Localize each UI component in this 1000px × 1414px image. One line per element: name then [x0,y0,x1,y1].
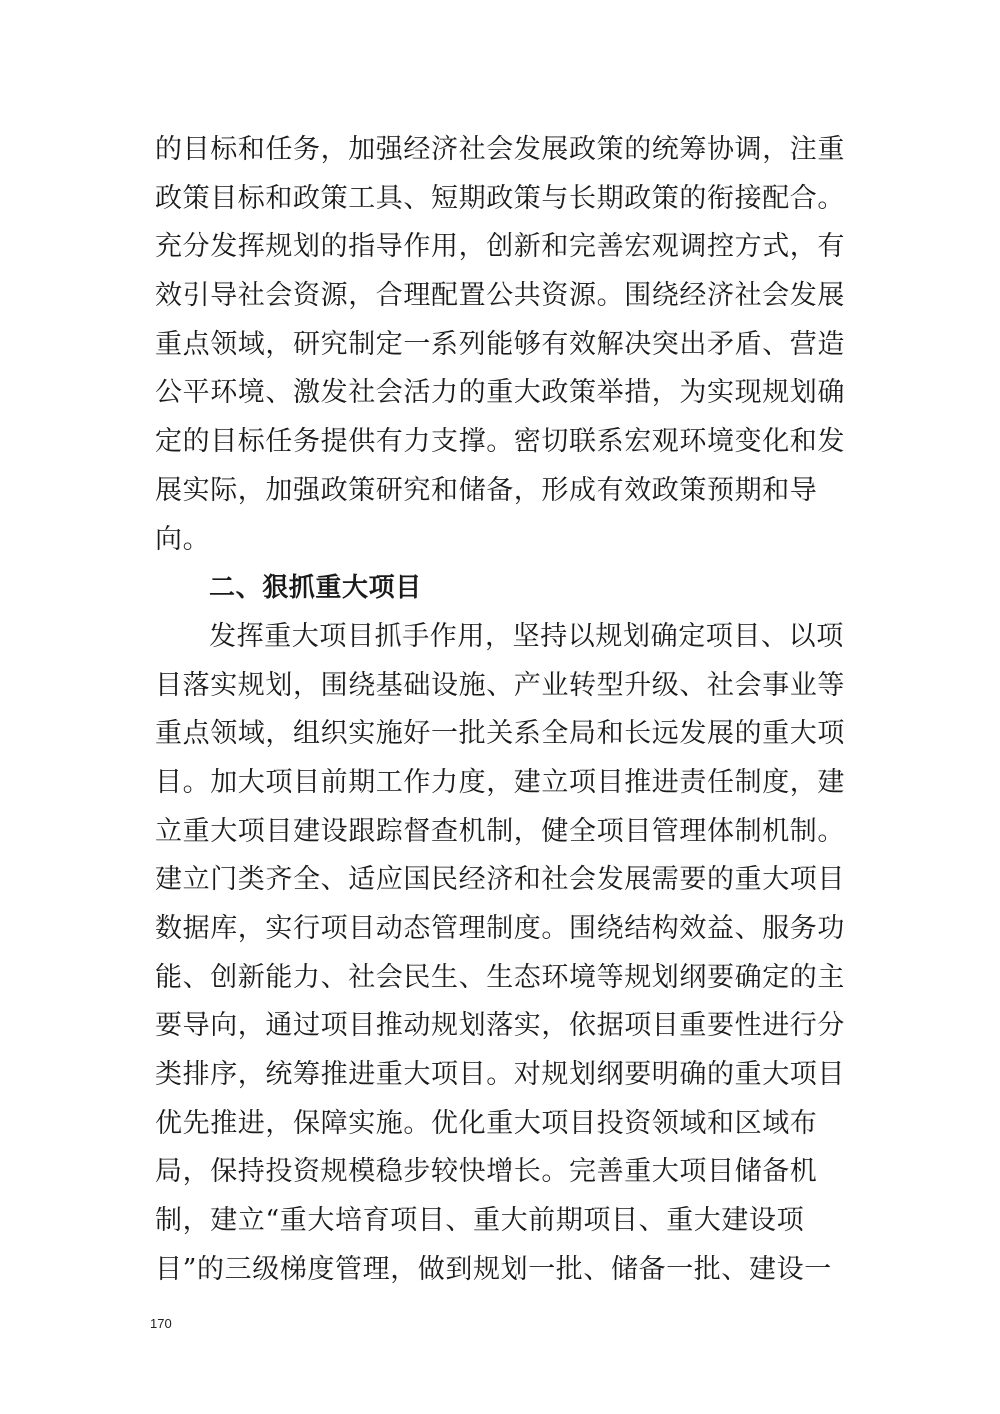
text-line: 定的目标任务提供有力支撑。密切联系宏观环境变化和发 [155,426,845,458]
text-line: 政策目标和政策工具、短期政策与长期政策的衔接配合。 [155,182,845,214]
text-line: 立重大项目建设跟踪督查机制，健全项目管理体制机制。 [155,815,845,847]
text-line: 公平环境、激发社会活力的重大政策举措，为实现规划确 [155,377,845,409]
text-line: 能、创新能力、社会民生、生态环境等规划纲要确定的主 [155,961,845,993]
text-line: 的目标和任务，加强经济社会发展政策的统筹协调，注重 [155,134,845,165]
text-line: 发挥重大项目抓手作用，坚持以规划确定项目、以项 [209,620,844,652]
text-line: 优先推进，保障实施。优化重大项目投资领域和区域布 [155,1107,818,1139]
text-line: 类排序，统筹推进重大项目。对规划纲要明确的重大项目 [155,1059,845,1091]
text-line: 向。 [155,523,211,555]
text-line: 目落实规划，围绕基础设施、产业转型升级、社会事业等 [155,669,845,701]
text-line: 充分发挥规划的指导作用，创新和完善宏观调控方式，有 [155,231,845,263]
body-text [155,126,845,1295]
text-line: 目”的三级梯度管理，做到规划一批、储备一批、建设一 [155,1253,832,1285]
text-line: 目。加大项目前期工作力度，建立项目推进责任制度，建 [155,766,845,798]
text-line: 制，建立“重大培育项目、重大前期项目、重大建设项 [155,1205,805,1237]
text-line: 要导向，通过项目推动规划落实，依据项目重要性进行分 [155,1010,845,1042]
text-line: 效引导社会资源，合理配置公共资源。围绕经济社会发展 [155,280,845,312]
text-line: 展实际，加强政策研究和储备，形成有效政策预期和导 [155,474,818,506]
text-line: 重点领域，组织实施好一批关系全局和长远发展的重大项 [155,718,845,750]
section-heading: 二、狠抓重大项目 [209,573,422,604]
text-line: 重点领域，研究制定一系列能够有效解决突出矛盾、营造 [155,328,845,360]
text-line: 数据库，实行项目动态管理制度。围绕结构效益、服务功 [155,913,845,944]
text-line: 建立门类齐全、适应国民经济和社会发展需要的重大项目 [155,864,845,896]
page-number: 170 [150,1316,172,1331]
text-line: 局，保持投资规模稳步较快增长。完善重大项目储备机 [155,1156,818,1188]
